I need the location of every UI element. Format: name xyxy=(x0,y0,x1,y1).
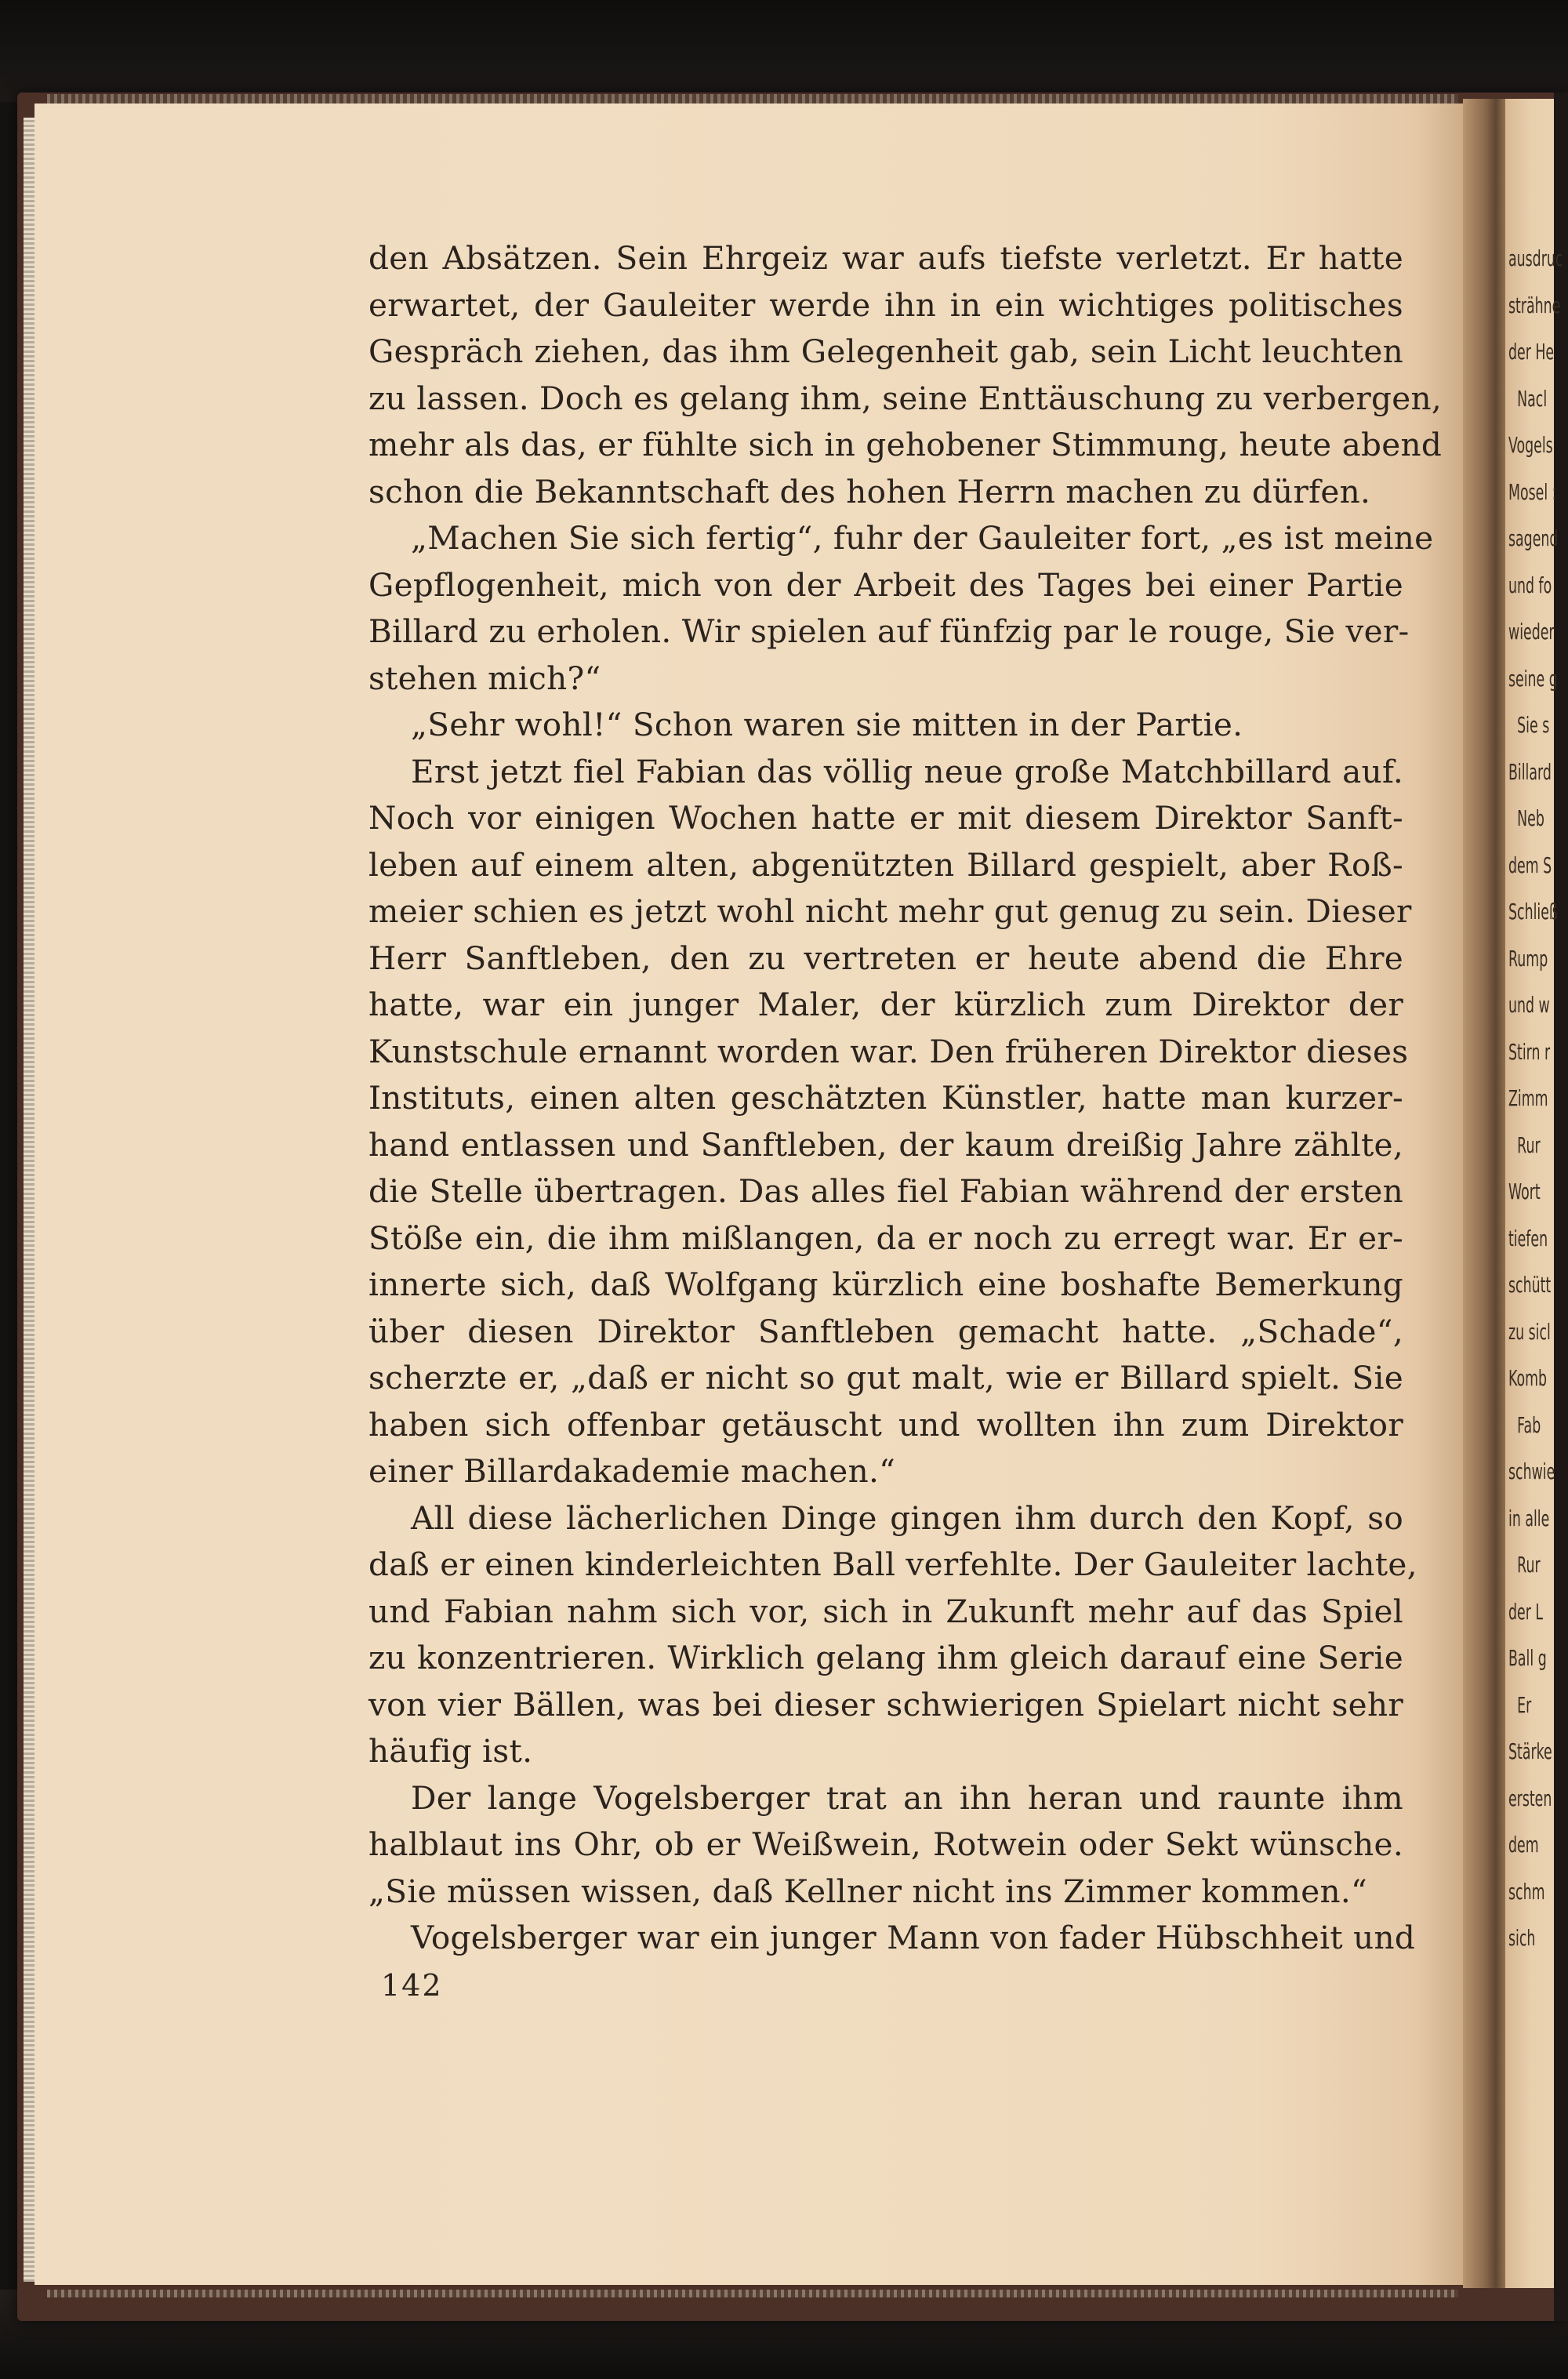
text-line: Herr Sanftleben, den zu vertreten er heute abend die Ehre xyxy=(368,939,1403,977)
text-line: stehen mich?“ xyxy=(368,659,601,697)
text-line: häufig ist. xyxy=(368,1732,533,1770)
text-line: haben sich offenbar getäuscht und wollten ihn zum Direktor xyxy=(368,1405,1403,1444)
text-line: „Machen Sie sich fertig“, fuhr der Gauleiter fort, „es ist meine xyxy=(411,519,1434,557)
facing-text-line: schm xyxy=(1508,1878,1545,1905)
facing-text-line: ersten xyxy=(1508,1785,1552,1811)
body-text xyxy=(368,235,1443,1962)
text-line: über diesen Direktor Sanftleben gemacht hatte. „Schade“, xyxy=(368,1312,1403,1350)
text-line: von vier Bällen, was bei dieser schwierigen Spielart nicht sehr xyxy=(368,1685,1403,1723)
background-top xyxy=(0,0,1568,102)
facing-text-line: schwie xyxy=(1508,1458,1555,1484)
text-line: die Stelle übertragen. Das alles fiel Fabian während der ersten xyxy=(368,1172,1403,1210)
text-line: den Absätzen. Sein Ehrgeiz war aufs tiefste verletzt. Er hatte xyxy=(368,239,1403,277)
text-line: Noch vor einigen Wochen hatte er mit diesem Direktor Sanft- xyxy=(368,799,1403,837)
text-line: daß er einen kinderleichten Ball verfehlte. Der Gauleiter lachte, xyxy=(368,1545,1417,1583)
text-line: hatte, war ein junger Maler, der kürzlich zum Direktor der xyxy=(368,986,1403,1023)
facing-text-line: Neb xyxy=(1517,805,1544,831)
page-number: 142 xyxy=(381,1968,443,2003)
facing-text-line: Rur xyxy=(1517,1131,1541,1158)
facing-text-line: ausdruc xyxy=(1508,245,1563,271)
facing-text-line: Stärke xyxy=(1508,1738,1552,1764)
text-line: Vogelsberger war ein junger Mann von fader Hübschheit und xyxy=(411,1919,1416,1956)
text-line: und Fabian nahm sich vor, sich in Zukunft mehr auf das Spiel xyxy=(368,1592,1403,1630)
facing-text-line: tiefen xyxy=(1508,1225,1548,1251)
text-line: Gespräch ziehen, das ihm Gelegenheit gab, sein Licht leuchten xyxy=(368,332,1403,370)
facing-text-line: und w xyxy=(1508,992,1550,1018)
text-line: Stöße ein, die ihm mißlangen, da er noch zu erregt war. Er er- xyxy=(368,1219,1403,1257)
text-line: scherzte er, „daß er nicht so gut malt, wie er Billard spielt. Sie xyxy=(368,1359,1403,1397)
facing-text-line: sagend xyxy=(1508,525,1559,551)
facing-page-text xyxy=(1508,235,1568,1962)
facing-text-line: Er xyxy=(1517,1691,1532,1718)
text-line: Gepflogenheit, mich von der Arbeit des Tages bei einer Partie xyxy=(368,565,1403,604)
text-line: Kunstschule ernannt worden war. Den früheren Direktor dieses xyxy=(368,1032,1409,1070)
facing-text-line: der He xyxy=(1508,339,1555,365)
facing-text-line: schütt xyxy=(1508,1272,1552,1298)
facing-text-line: Rur xyxy=(1517,1552,1541,1578)
text-line: „Sehr wohl!“ Schon waren sie mitten in der Partie. xyxy=(411,706,1243,743)
text-line: All diese lächerlichen Dinge gingen ihm durch den Kopf, so xyxy=(411,1498,1403,1537)
facing-text-line: Ball g xyxy=(1508,1645,1547,1671)
text-line: Instituts, einen alten geschätzten Künstler, hatte man kurzer- xyxy=(368,1079,1403,1117)
facing-text-line: in alle xyxy=(1508,1505,1550,1531)
facing-text-line: Sie s xyxy=(1517,712,1550,738)
text-line: mehr als das, er fühlte sich in gehobener Stimmung, heute abend xyxy=(368,426,1443,463)
text-line: Billard zu erholen. Wir spielen auf fünfzig par le rouge, Sie ver- xyxy=(368,612,1410,650)
facing-text-line: und fo xyxy=(1508,572,1552,598)
text-line: zu konzentrieren. Wirklich gelang ihm gleich darauf eine Serie xyxy=(368,1639,1403,1676)
facing-text-line: sich xyxy=(1508,1925,1536,1951)
facing-text-line: Komb xyxy=(1508,1365,1548,1391)
text-line: hand entlassen und Sanftleben, der kaum dreißig Jahre zählte, xyxy=(368,1125,1403,1164)
text-line: halblaut ins Ohr, ob er Weißwein, Rotwein oder Sekt wünsche. xyxy=(368,1825,1403,1863)
facing-text-line: Nacl xyxy=(1517,385,1548,412)
facing-text-line: Mosel : xyxy=(1508,478,1557,505)
text-line: „Sie müssen wissen, daß Kellner nicht ins Zimmer kommen.“ xyxy=(368,1872,1368,1910)
text-line: Der lange Vogelsberger trat an ihn heran und raunte ihm xyxy=(411,1778,1403,1817)
cover-edge-bottom xyxy=(47,2290,1458,2297)
facing-text-line: seine g xyxy=(1508,665,1558,692)
text-line: einer Billardakademie machen.“ xyxy=(368,1452,896,1490)
facing-text-line: zu sicl xyxy=(1508,1318,1551,1345)
facing-text-line: Billard xyxy=(1508,758,1552,785)
text-line: leben auf einem alten, abgenützten Billard gespielt, aber Roß- xyxy=(368,845,1403,884)
facing-text-line: Zimm xyxy=(1508,1085,1548,1111)
text-line: zu lassen. Doch es gelang ihm, seine Enttäuschung zu verbergen, xyxy=(368,379,1443,417)
facing-text-line: Stirn r xyxy=(1508,1038,1551,1065)
facing-text-line: Wort xyxy=(1508,1179,1541,1204)
facing-text-line: strähne xyxy=(1508,292,1561,318)
text-line: meier schien es jetzt wohl nicht mehr gut genug zu sein. Dieser xyxy=(368,892,1412,930)
text-line: erwartet, der Gauleiter werde ihn in ein wichtiges politisches xyxy=(368,285,1403,324)
facing-text-line: Fab xyxy=(1517,1411,1541,1438)
facing-text-line: wieder xyxy=(1508,619,1555,645)
facing-text-line: Schließ xyxy=(1508,899,1558,924)
facing-text-line: Vogels xyxy=(1508,432,1553,458)
facing-text-line: der L xyxy=(1508,1598,1544,1625)
text-line: schon die Bekanntschaft des hohen Herrn machen zu dürfen. xyxy=(368,472,1371,510)
text-line: Erst jetzt fiel Fabian das völlig neue große Matchbillard auf. xyxy=(411,752,1403,790)
facing-text-line: dem xyxy=(1508,1832,1539,1858)
facing-text-line: Rump xyxy=(1508,945,1548,972)
cover-edge-top xyxy=(47,94,1458,104)
facing-text-line: dem S xyxy=(1508,852,1552,878)
text-line: innerte sich, daß Wolfgang kürzlich eine boshafte Bemerkung xyxy=(368,1266,1403,1303)
